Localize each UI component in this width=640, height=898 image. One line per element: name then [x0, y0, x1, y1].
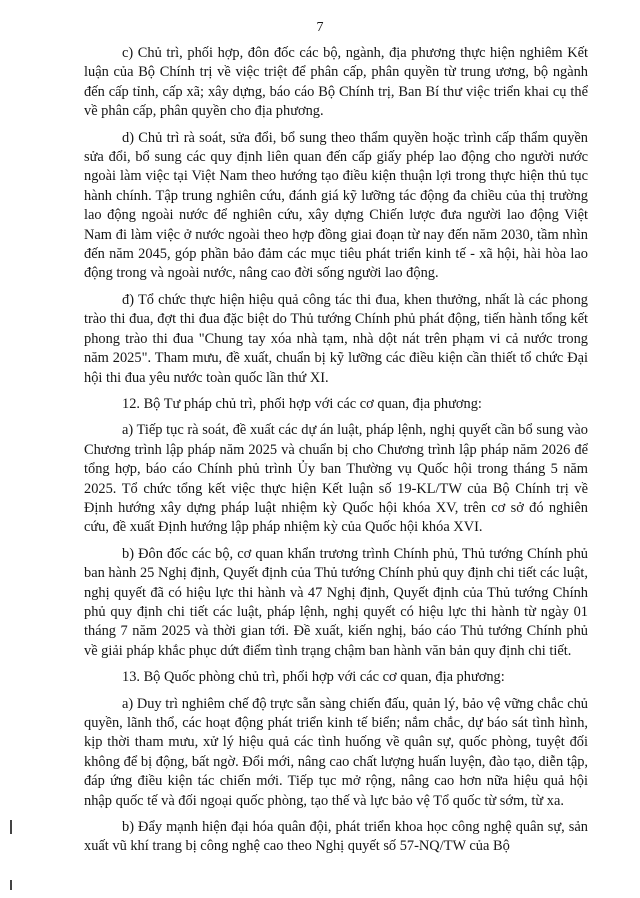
paragraph-d: d) Chủ trì rà soát, sửa đổi, bổ sung theo thẩm quyền hoặc trình cấp thẩm quyền sửa đổi, bổ sung các quy định liên quan đến cấp giấy phép lao động cho người nước ngoài làm việc tại Việt Nam theo hướng tạo điều kiện thuận lợi trong thực hiện thủ tục hành chính. Tập trung nghiên cứu, đánh giá kỹ lưỡng tác động đa chiều của thị trường lao động ngoài nước để nghiên cứu, xây dựng Chiến lược đưa người lao động Việt Nam đi làm việc ở nước ngoài theo hợp đồng giai đoạn từ nay đến năm 2030, tầm nhìn đến năm 2045, góp phần bảo đảm các mục tiêu phát triển kinh tế - xã hội, hài hòa lao động trong và ngoài nước, nâng cao đời sống người lao động. — [84, 129, 588, 282]
scan-edge-mark — [10, 880, 12, 890]
paragraph-12a: a) Tiếp tục rà soát, đề xuất các dự án luật, pháp lệnh, nghị quyết cần bổ sung vào Chương trình lập pháp năm 2025 và chuẩn bị cho Chương trình lập pháp năm 2026 để tổng hợp, báo cáo Chính phủ trình Ủy ban Thường vụ Quốc hội trong tháng 5 năm 2025. Tổ chức tổng kết việc thực hiện Kết luận số 19-KL/TW của Bộ Chính trị về Định hướng xây dựng pháp luật nhiệm kỳ Quốc hội khóa XV, trên cơ sở đó nghiên cứu, đề xuất Định hướng lập pháp nhiệm kỳ của Quốc hội khóa XVI. — [84, 422, 588, 536]
paragraph-c: c) Chủ trì, phối hợp, đôn đốc các bộ, ngành, địa phương thực hiện nghiêm Kết luận của Bộ Chính trị về việc triệt để phân cấp, phân quyền từ trung ương, bộ ngành đến cấp tỉnh, cấp xã; xây dựng, báo cáo Bộ Chính trị, Ban Bí thư việc triển khai cụ thể về phân cấp, phân quyền cho địa phương. — [84, 45, 588, 120]
paragraph-13a: a) Duy trì nghiêm chế độ trực sẵn sàng chiến đấu, quản lý, bảo vệ vững chắc chủ quyền, lãnh thổ, các hoạt động phát triển kinh tế biển; nắm chắc, dự báo sát tình hình, kịp thời tham mưu, xử lý hiệu quả các tình huống về quân sự, quốc phòng, tuyệt đối không để bị động, bất ngờ. Đổi mới, nâng cao chất lượng huấn luyện, đào tạo, diễn tập, đáp ứng điều kiện tác chiến mới. Tiếp tục mở rộng, nâng cao hơn nữa hiệu quả hội nhập quốc tế và đối ngoại quốc phòng, tạo thế và lực bảo vệ Tổ quốc từ sớm, từ xa. — [84, 695, 588, 809]
paragraph-12b: b) Đôn đốc các bộ, cơ quan khẩn trương trình Chính phủ, Thủ tướng Chính phủ ban hành 25 Nghị định, Quyết định của Thủ tướng Chính phủ quy định chi tiết các luật, nghị quyết đã có hiệu lực thi hành và 47 Nghị định, Quyết định của Thủ tướng Chính phủ quy định chi tiết các luật, pháp lệnh, nghị quyết có hiệu lực thi hành từ ngày 01 tháng 7 năm 2025 và thời gian tới. Đề xuất, kiến nghị, báo cáo Thủ tướng Chính phủ về giải pháp khắc phục dứt điểm tình trạng chậm ban hành văn bản quy định chi tiết. — [84, 545, 588, 659]
document-body — [84, 44, 588, 864]
scan-edge-mark — [10, 820, 12, 834]
paragraph-dd: đ) Tổ chức thực hiện hiệu quả công tác thi đua, khen thưởng, nhất là các phong trào thi đua, đợt thi đua đặc biệt do Thủ tướng Chính phủ phát động, tiến hành tổng kết phong trào thi đua "Chung tay xóa nhà tạm, nhà dột nát trên phạm vi cả nước trong năm 2025". Tham mưu, đề xuất, chuẩn bị kỹ lưỡng các điều kiện cần thiết tổ chức Đại hội thi đua yêu nước toàn quốc lần thứ XI. — [84, 291, 588, 386]
section-13-heading: 13. Bộ Quốc phòng chủ trì, phối hợp với các cơ quan, địa phương: — [122, 669, 505, 686]
page-number: 7 — [316, 20, 324, 35]
paragraph-13b: b) Đẩy mạnh hiện đại hóa quân đội, phát triển khoa học công nghệ quân sự, sản xuất vũ khí trang bị công nghệ cao theo Nghị quyết số 57-NQ/TW của Bộ — [84, 819, 588, 855]
section-12-heading: 12. Bộ Tư pháp chủ trì, phối hợp với các cơ quan, địa phương: — [122, 395, 482, 412]
